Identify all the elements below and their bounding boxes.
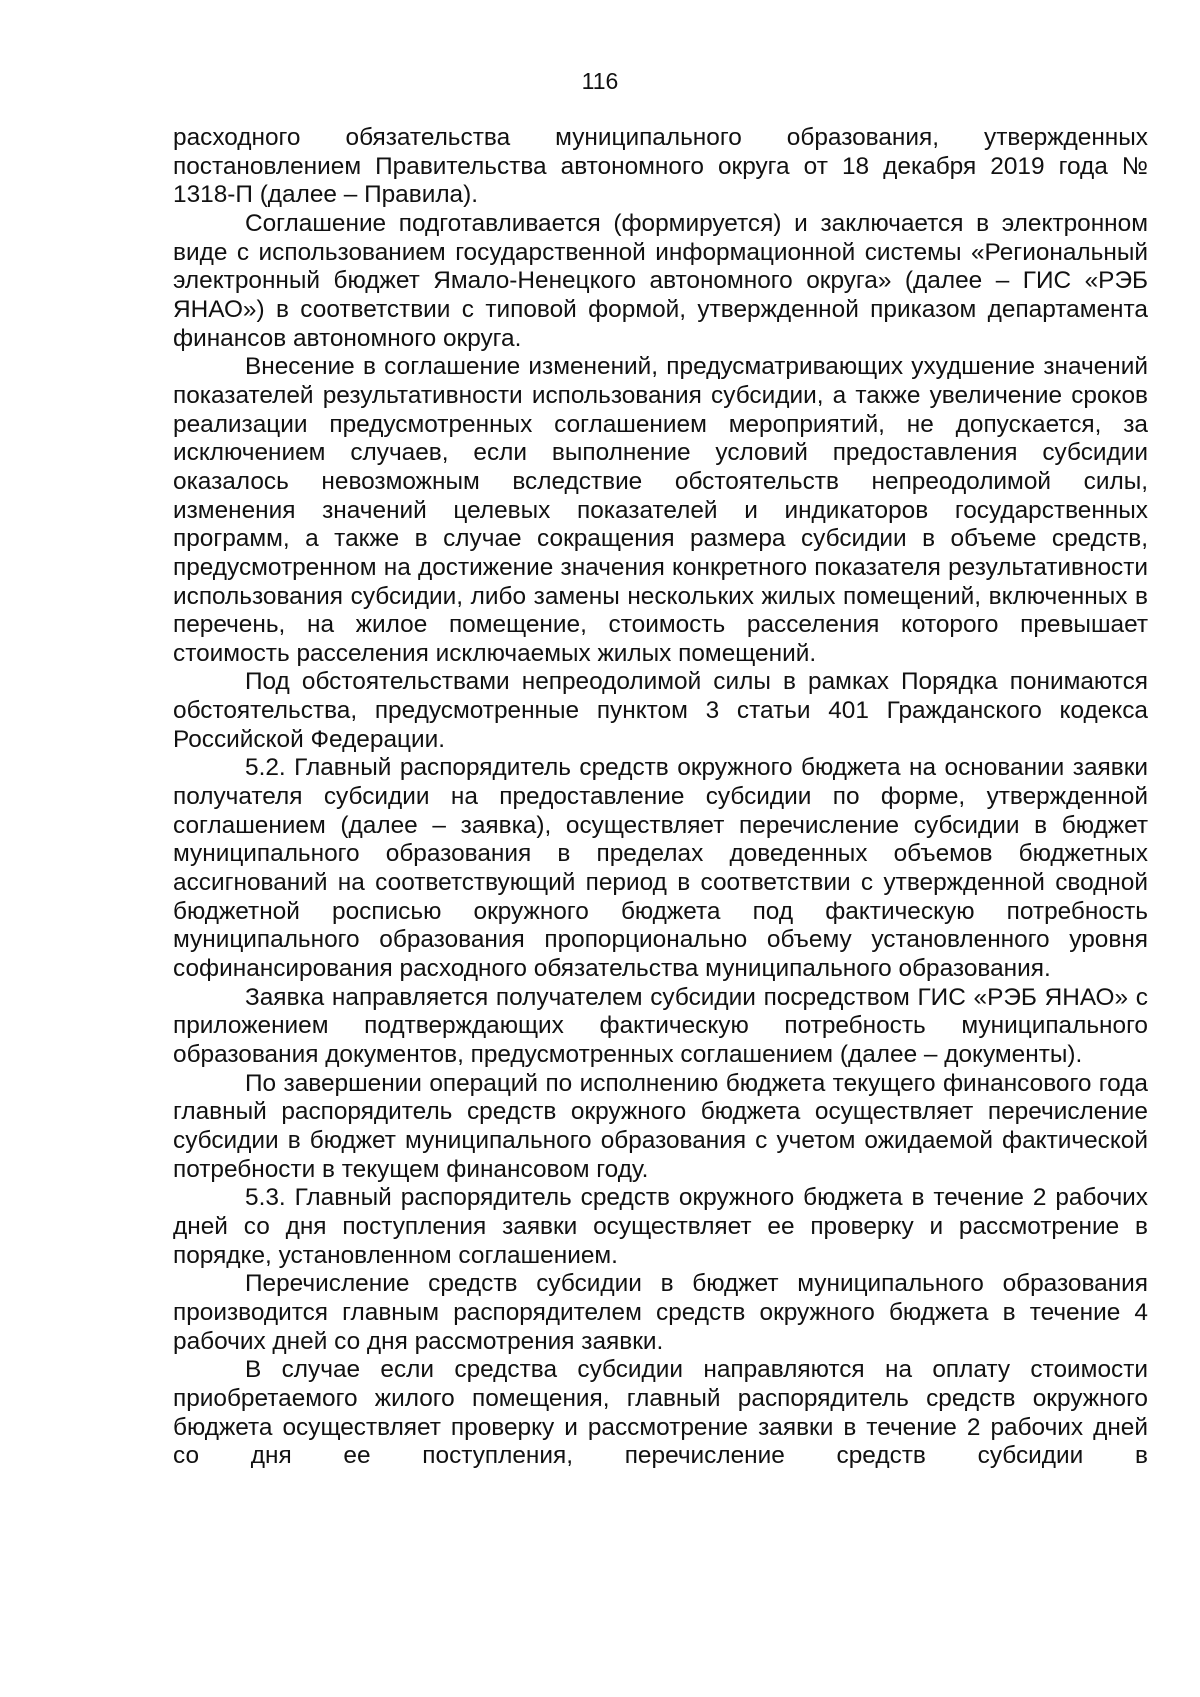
paragraph-section-5-2: 5.2. Главный распорядитель средств окружного бюджета на основании заявки получателя субсидии на предоставление субсидии по форме, утвержденной соглашением (далее – заявка), осуществляет перечисление субсидии в бюджет муниципального образования в пределах доведенных объемов бюджетных ассигнований на соответствующий период в соответствии с утвержденной сводной бюджетной росписью окружного бюджета под фактическую потребность муниципального образования пропорционально объему установленного уровня софинансирования расходного обязательства муниципального образования. bbox=[173, 754, 1148, 983]
page-number: 116 bbox=[581, 68, 619, 94]
paragraph-section-5-3: 5.3. Главный распорядитель средств окружного бюджета в течение 2 рабочих дней со дня поступления заявки осуществляет ее проверку и рассмотрение в порядке, установленном соглашением. bbox=[173, 1184, 1148, 1269]
paragraph-housing-purchase: В случае если средства субсидии направляются на оплату стоимости приобретаемого жилого помещения, главный распорядитель средств окружного бюджета осуществляет проверку и рассмотрение заявки в течение 2 рабочих дней со дня ее поступления, перечисление средств субсидии в bbox=[173, 1356, 1148, 1470]
paragraph-agreement-changes: Внесение в соглашение изменений, предусматривающих ухудшение значений показателей результативности использования субсидии, а также увеличение сроков реализации предусмотренных соглашением мероприятий, не допускается, за исключением случаев, если выполнение условий предоставления субсидии оказалось невозможным вследствие обстоятельств непреодолимой силы, изменения значений целевых показателей и индикаторов государственных программ, а также в случае сокращения размера субсидии в объеме средств, предусмотренном на достижение значения конкретного показателя результативности использования субсидии, либо замены нескольких жилых помещений, включенных в перечень, на жилое помещение, стоимость расселения которого превышает стоимость расселения исключаемых жилых помещений. bbox=[173, 353, 1148, 667]
paragraph-year-end-transfer: По завершении операций по исполнению бюджета текущего финансового года главный распорядитель средств окружного бюджета осуществляет перечисление субсидии в бюджет муниципального образования с учетом ожидаемой фактической потребности в текущем финансовом году. bbox=[173, 1069, 1148, 1183]
paragraph-transfer-timing: Перечисление средств субсидии в бюджет муниципального образования производится главным распорядителем средств окружного бюджета в течение 4 рабочих дней со дня рассмотрения заявки. bbox=[173, 1270, 1148, 1355]
paragraph-agreement-formation: Соглашение подготавливается (формируется) и заключается в электронном виде с использованием государственной информационной системы «Региональный электронный бюджет Ямало-Ненецкого автономного округа» (далее – ГИС «РЭБ ЯНАО») в соответствии с типовой формой, утвержденной приказом департамента финансов автономного округа. bbox=[173, 209, 1148, 352]
paragraph-force-majeure: Под обстоятельствами непреодолимой силы в рамках Порядка понимаются обстоятельства, предусмотренные пунктом 3 статьи 401 Гражданского кодекса Российской Федерации. bbox=[173, 668, 1148, 753]
paragraph-application-submission: Заявка направляется получателем субсидии посредством ГИС «РЭБ ЯНАО» с приложением подтверждающих фактическую потребность муниципального образования документов, предусмотренных соглашением (далее – документы). bbox=[173, 983, 1148, 1068]
paragraph-continuation: расходного обязательства муниципального образования, утвержденных постановлением Правительства автономного округа от 18 декабря 2019 года № 1318-П (далее – Правила). bbox=[173, 124, 1148, 209]
document-body bbox=[173, 124, 1148, 1471]
